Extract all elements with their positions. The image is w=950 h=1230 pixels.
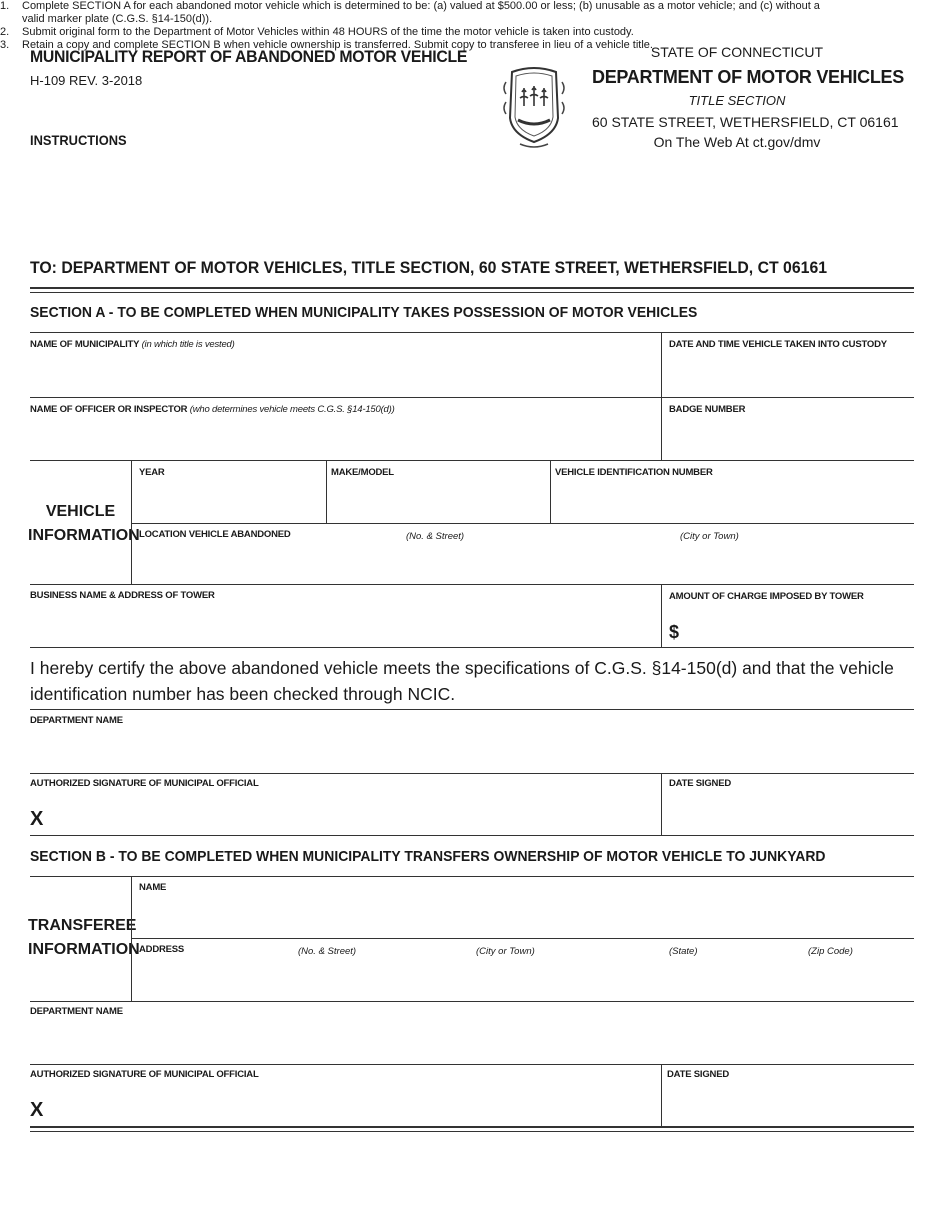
divider [30, 1064, 914, 1065]
make-model-label: MAKE/MODEL [331, 467, 394, 478]
transferee-name-field[interactable] [134, 895, 914, 937]
date-signed-label-b: DATE SIGNED [667, 1069, 730, 1080]
to-address-line: TO: DEPARTMENT OF MOTOR VEHICLES, TITLE SECTION, 60 STATE STREET, WETHERSFIELD, CT 06161 [30, 258, 828, 277]
divider [30, 460, 914, 461]
location-field[interactable] [134, 543, 914, 583]
divider [30, 773, 914, 774]
divider [326, 460, 327, 523]
charge-field[interactable] [684, 620, 914, 646]
instruction-item: 2. Submit original form to the Department of Motor Vehicles within 48 HOURS of the time the motor vehicle is taken into custody. [0, 26, 634, 38]
divider [30, 647, 914, 648]
certification-statement: I hereby certify the above abandoned vehicle meets the specifications of C.G.S. §14-150(d) and that the vehicle identification number has been checked through NCIC. [30, 658, 894, 704]
vin-field[interactable] [552, 480, 914, 521]
instructions-title: INSTRUCTIONS [30, 132, 127, 148]
department-name-field[interactable] [30, 728, 914, 772]
divider [30, 584, 914, 585]
department-name-field-b[interactable] [30, 1019, 914, 1063]
year-field[interactable] [134, 480, 324, 521]
transferee-name-label: NAME [139, 882, 167, 893]
transferee-address-label: ADDRESS [139, 944, 185, 955]
department-name-label: DEPARTMENT NAME [30, 715, 123, 726]
tower-field[interactable] [30, 604, 660, 646]
agency-web: On The Web At ct.gov/dmv [653, 134, 821, 150]
custody-date-label: DATE AND TIME VEHICLE TAKEN INTO CUSTODY [669, 339, 887, 350]
officer-label: NAME OF OFFICER OR INSPECTOR (who determines vehicle meets C.G.S. §14-150(d)) [30, 404, 395, 415]
badge-label: BADGE NUMBER [669, 404, 746, 415]
divider [30, 332, 914, 333]
vin-label: VEHICLE IDENTIFICATION NUMBER [555, 467, 713, 478]
divider [30, 1126, 914, 1128]
department-name-label-b: DEPARTMENT NAME [30, 1006, 123, 1017]
city-hint: (City or Town) [680, 531, 739, 542]
state-hint: (State) [669, 946, 698, 957]
form-number: H-109 REV. 3-2018 [30, 73, 143, 88]
transferee-address-field[interactable] [134, 958, 914, 1000]
divider [30, 876, 914, 877]
date-signed-field-b[interactable] [664, 1083, 914, 1125]
transferee-info-heading: TRANSFEREE INFORMATION [28, 917, 140, 958]
dollar-sign: $ [669, 622, 680, 642]
city-hint: (City or Town) [476, 946, 535, 957]
agency-state: STATE OF CONNECTICUT [650, 44, 824, 60]
divider [661, 773, 662, 835]
date-signed-field[interactable] [664, 792, 914, 834]
vehicle-info-heading: VEHICLE INFORMATION [28, 503, 140, 544]
signature-field-b[interactable] [48, 1083, 660, 1125]
charge-label: AMOUNT OF CHARGE IMPOSED BY TOWER [669, 591, 864, 602]
municipality-field[interactable] [30, 352, 660, 396]
signature-label-b: AUTHORIZED SIGNATURE OF MUNICIPAL OFFICIAL [30, 1069, 259, 1080]
signature-x-mark: X [30, 808, 44, 830]
form-title: MUNICIPALITY REPORT OF ABANDONED MOTOR VEHICLE [30, 47, 468, 66]
street-hint: (No. & Street) [298, 946, 357, 957]
divider [30, 1131, 914, 1132]
zip-hint: (Zip Code) [808, 946, 853, 957]
municipality-label: NAME OF MUNICIPALITY (in which title is vested) [30, 339, 235, 350]
divider [661, 332, 662, 397]
instruction-item: 1. Complete SECTION A for each abandoned motor vehicle which is determined to be: (a) valued at $500.00 or less; (b) unusable as a motor vehicle; and (c) without a valid marker plate (C.G.S. §14-150(d)). [0, 0, 820, 25]
tower-label: BUSINESS NAME & ADDRESS OF TOWER [30, 590, 215, 601]
divider [30, 292, 914, 293]
divider [131, 460, 132, 584]
make-model-field[interactable] [328, 480, 548, 521]
agency-address: 60 STATE STREET, WETHERSFIELD, CT 06161 [592, 114, 899, 130]
connecticut-seal-icon [500, 62, 568, 148]
signature-label: AUTHORIZED SIGNATURE OF MUNICIPAL OFFICIAL [30, 778, 259, 789]
signature-field[interactable] [48, 792, 660, 834]
date-signed-label: DATE SIGNED [669, 778, 732, 789]
divider [661, 397, 662, 460]
badge-field[interactable] [664, 417, 914, 459]
divider [131, 523, 914, 524]
section-b-title: SECTION B - TO BE COMPLETED WHEN MUNICIPALITY TRANSFERS OWNERSHIP OF MOTOR VEHICLE TO JUNKYARD [30, 848, 826, 865]
agency-section: TITLE SECTION [688, 93, 786, 108]
signature-x-mark-b: X [30, 1099, 44, 1121]
divider [30, 1001, 914, 1002]
custody-date-field[interactable] [664, 352, 914, 396]
divider [131, 938, 914, 939]
divider [661, 1064, 662, 1126]
divider [30, 287, 914, 289]
location-label: LOCATION VEHICLE ABANDONED [139, 529, 291, 540]
year-label: YEAR [139, 467, 165, 478]
street-hint: (No. & Street) [406, 531, 465, 542]
divider [30, 397, 914, 398]
section-a-title: SECTION A - TO BE COMPLETED WHEN MUNICIPALITY TAKES POSSESSION OF MOTOR VEHICLES [30, 304, 698, 321]
divider [30, 709, 914, 710]
divider [30, 835, 914, 836]
agency-department: DEPARTMENT OF MOTOR VEHICLES [592, 67, 904, 87]
officer-field[interactable] [30, 417, 660, 459]
divider [550, 460, 551, 523]
divider [661, 584, 662, 647]
instruction-item: 3. Retain a copy and complete SECTION B when vehicle ownership is transferred. Submit copy to transferee in lieu of a vehicle title. [0, 39, 653, 51]
